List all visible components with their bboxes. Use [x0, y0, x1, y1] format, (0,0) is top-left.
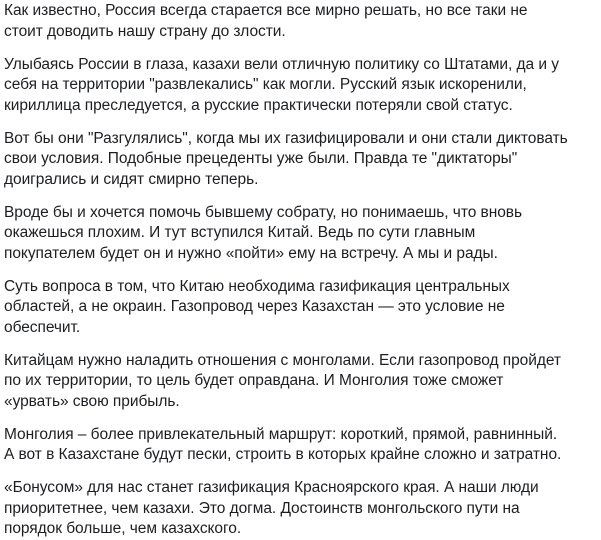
- paragraph: Вроде бы и хочется помочь бывшему собрату, но понимаешь, что вновь окажешься плохим. И тут вступился Китай. Ведь по сути главным покупателем будет он и нужно «пойти» ему на встречу. А мы и рады.: [4, 203, 523, 262]
- paragraph: «Бонусом» для нас станет газификация Красноярского края. А наши люди приоритетнее, чем казахи. Это догма. Достоинств монгольского пути на порядок больше, чем казахского.: [4, 479, 539, 537]
- paragraph: Вот бы они "Разгулялись", когда мы их газифицировали и они стали диктовать свои условия. Подобные прецеденты уже были. Правда те "диктаторы" доигрались и сидят смирно теперь.: [4, 129, 568, 188]
- paragraph: Суть вопроса в том, что Китаю необходима газификация центральных областей, а не окраин. Газопровод через Казахстан — это условие не обеспечит.: [4, 277, 510, 336]
- paragraph: Улыбаясь России в глаза, казахи вели отличную политику со Штатами, да и у себя на территории "развлекались" как могли. Русский язык искоренили, кириллица преследуется, а русские практически потеряли свой статус.: [4, 55, 559, 114]
- paragraph: Китайцам нужно наладить отношения с монголами. Если газопровод пройдет по их территории, то цель будет оправдана. И Монголия тоже сможет «урвать» свою прибыль.: [4, 351, 561, 410]
- paragraph: Монголия – более привлекательный маршрут: короткий, прямой, равнинный. А вот в Казахстане будут пески, строить в которых крайне сложно и затратно.: [4, 425, 562, 463]
- paragraph: Как известно, Россия всегда старается все мирно решать, но все таки не стоит доводить нашу страну до злости.: [4, 2, 528, 40]
